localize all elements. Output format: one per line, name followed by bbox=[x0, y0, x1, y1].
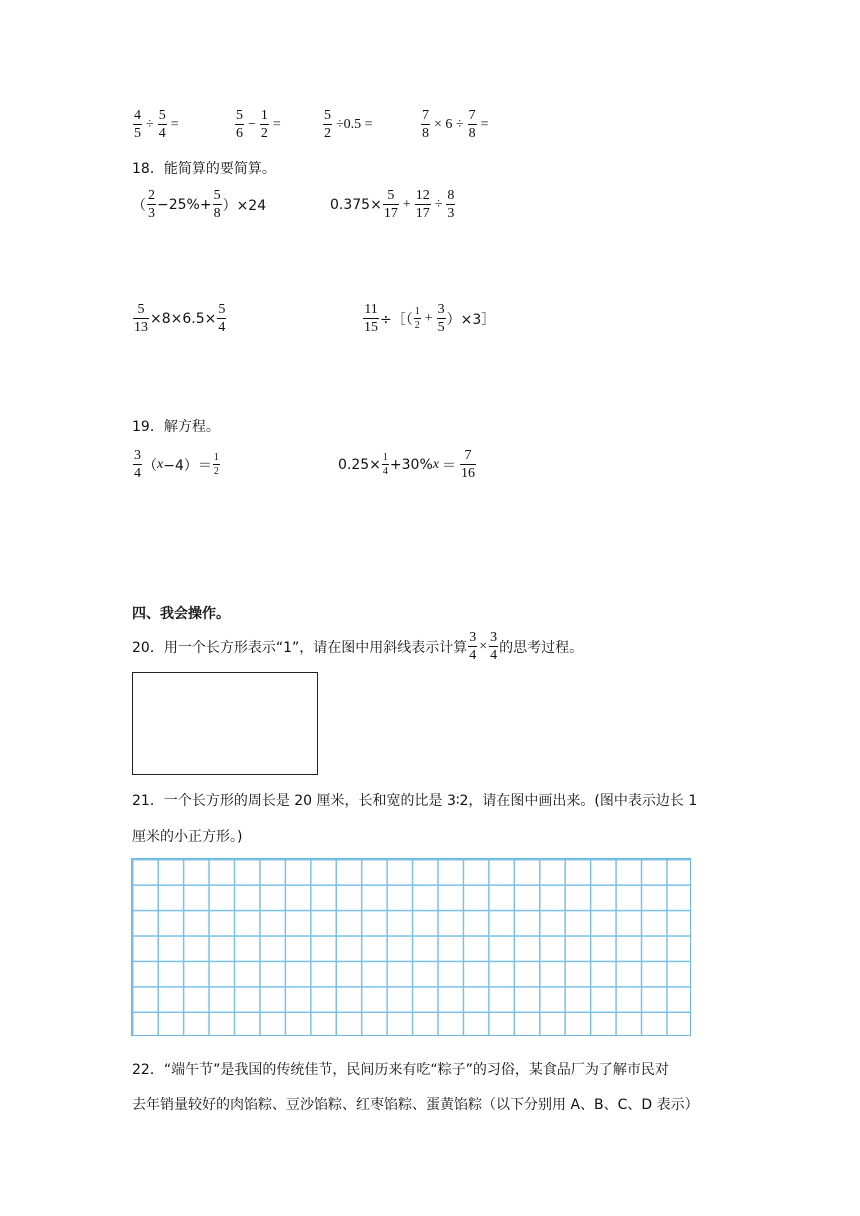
q19-equation-2: 0.25× $\frac{1}{4}$ +30% x ＝ $\frac{7}{16}$ bbox=[338, 448, 475, 481]
question-22-line-1: 22．“端午节”是我国的传统佳节，民间历来有吃“粽子”的习俗，某食品厂为了解市民对 bbox=[132, 1062, 669, 1078]
q18-expression-1: （ $\frac{2}{3}$ −25%+ $\frac{5}{8}$ ）×24 bbox=[132, 188, 267, 221]
calc-row-17-1 bbox=[132, 108, 182, 141]
question-18-title: 18．能简算的要简算。 bbox=[132, 161, 276, 177]
calc-row-17-3: $\frac{5}{2}$ ÷0.5 = bbox=[324, 108, 373, 141]
calc-row-17-2: $\frac{5}{6}$ − $\frac{1}{2}$ = bbox=[236, 108, 281, 141]
q18-expression-2: 0.375× $\frac{5}{17}$ + $\frac{12}{17}$ ÷ $\frac{8}{3}$ bbox=[330, 188, 455, 221]
q18-expression-4: $\frac{11}{15}$ ÷［（ $\frac{1}{2}$ + $\frac{3}{5}$ ）×3］ bbox=[364, 302, 496, 335]
question-21-line-1: 21．一个长方形的周长是 20 厘米，长和宽的比是 3∶2，请在图中画出来。(图中表示边长 1 bbox=[132, 793, 698, 809]
section-title: 四、我会操作。 bbox=[132, 606, 230, 622]
q18-expression-3: $\frac{5}{13}$ ×8×6.5× $\frac{5}{4}$ bbox=[134, 302, 226, 335]
equals-sign: = bbox=[170, 116, 179, 132]
question-22-line-2: 去年销量较好的肉馅粽、豆沙馅粽、红枣馅粽、蛋黄馅粽（以下分别用 A、B、C、D 表示） bbox=[132, 1097, 699, 1113]
fraction: $\frac{5}{4}$ bbox=[158, 108, 166, 141]
question-20: 20．用一个长方形表示“1”，请在图中用斜线表示计算 $\frac{3}{4}$ × $\frac{3}{4}$ 的思考过程。 bbox=[132, 630, 584, 663]
unit-rectangle bbox=[132, 672, 318, 775]
operator: ÷ bbox=[146, 116, 154, 132]
calc-row-17-4: $\frac{7}{8}$ × 6 ÷ $\frac{7}{8}$ = bbox=[422, 108, 489, 141]
question-19-title: 19．解方程。 bbox=[132, 419, 220, 435]
question-21-line-2: 厘米的小正方形。) bbox=[132, 829, 243, 845]
fraction: $\frac{4}{5}$ bbox=[134, 108, 141, 141]
q19-equation-1: $\frac{3}{4}$ （ x −4）＝ $\frac{1}{2}$ bbox=[134, 448, 219, 481]
square-grid bbox=[131, 858, 691, 1036]
